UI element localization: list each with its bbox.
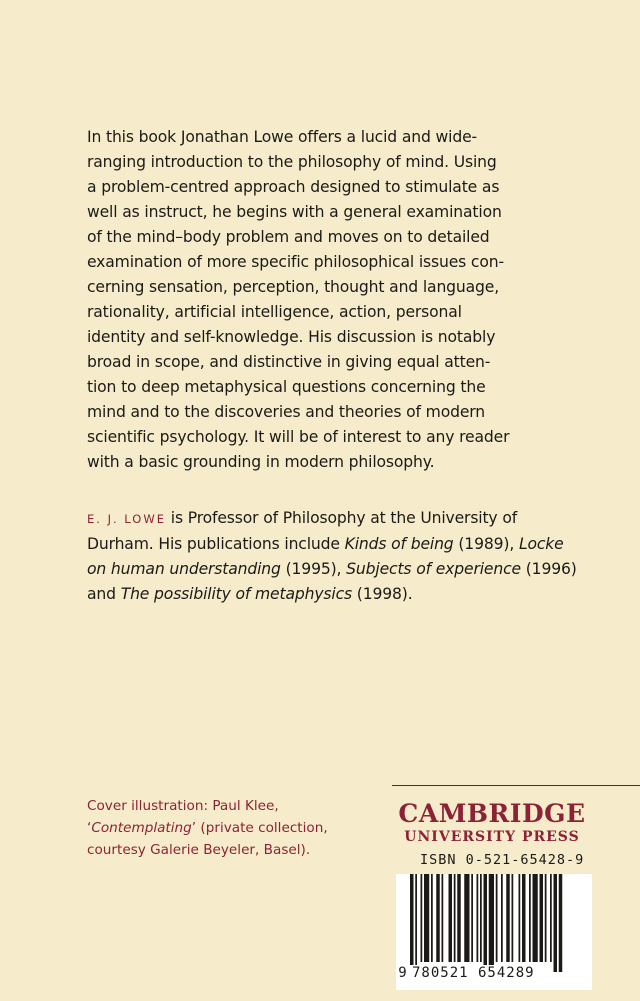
barcode-bar	[457, 874, 461, 962]
barcode-bar	[442, 874, 444, 962]
publisher-logo	[392, 800, 592, 846]
barcode-bar	[512, 874, 514, 962]
barcode-bar	[550, 874, 552, 962]
isbn-label: ISBN 0-521-65428-9	[420, 852, 585, 868]
book-description: In this book Jonathan Lowe offers a lucid and wide- ranging introduction to the philosophy of mind. Using a problem-centred approach designed to stimulate as well as instruct, he begins with a general examination of the mind–body problem and moves on to detailed examination of more specific philosophical issues con- cerning sensation, perception, thought and language, rationality, artificial intelligence, action, personal identity and self-knowledge. His discussion is notably broad in scope, and distinctive in giving equal atten- tion to deep metaphysical questions concerning the mind and to the discoveries and theories of modern scientific psychology. It will be of interest to any reader with a basic grounding in modern philosophy.	[87, 128, 510, 471]
author-bio	[87, 506, 587, 607]
barcode-bar	[529, 874, 531, 962]
barcode-number	[396, 965, 592, 981]
book-year: (1996) and	[87, 560, 577, 603]
barcode-bar	[554, 874, 558, 972]
barcode-bar	[424, 874, 429, 962]
artwork-title: Contemplating	[91, 820, 192, 836]
cover-credit	[87, 795, 367, 861]
barcode-bar	[477, 874, 479, 962]
barcode-bar	[471, 874, 473, 962]
barcode-bar	[480, 874, 482, 962]
barcode-bar	[540, 874, 544, 962]
barcode-bar	[559, 874, 563, 972]
book-title: Locke on human understanding	[87, 535, 564, 578]
book-year: (1995),	[280, 560, 347, 578]
credit-line-3: courtesy Galerie Beyeler, Basel).	[87, 842, 311, 858]
credit-line-1: Cover illustration: Paul Klee,	[87, 798, 279, 814]
barcode-bar	[501, 874, 503, 962]
barcode-bar	[484, 874, 488, 972]
publisher-name: CAMBRIDGE	[398, 799, 586, 828]
barcode-bar	[431, 874, 433, 962]
barcode-bar	[415, 874, 417, 972]
barcode-bar	[464, 874, 469, 962]
bio-text: is Professor of Philosophy at the University of Durham. His publications include	[87, 509, 518, 553]
barcode-bar	[545, 874, 547, 962]
barcode-bar	[449, 874, 453, 962]
book-year: (1998).	[351, 585, 413, 603]
barcode-bar	[519, 874, 521, 962]
book-title: The possibility of metaphysics	[120, 585, 352, 603]
barcode-bar	[421, 874, 423, 962]
book-title: Kinds of being	[344, 535, 454, 553]
author-name: E. J. LOWE	[87, 512, 166, 526]
barcode-bar	[506, 874, 510, 962]
credit-line-2-rest: ’ (private collection,	[191, 820, 328, 836]
barcode-bar	[522, 874, 526, 962]
barcode-bar	[410, 874, 414, 972]
credit-quote-open: ‘	[87, 820, 92, 836]
barcode-bar	[489, 874, 494, 972]
barcode	[396, 874, 592, 990]
barcode-bar	[496, 874, 498, 962]
barcode-digits: 780521 654289	[412, 965, 535, 981]
barcode-bars	[406, 874, 588, 972]
barcode-bar	[436, 874, 440, 962]
book-year: (1989),	[453, 535, 519, 553]
barcode-first-digit: 9	[398, 965, 408, 981]
barcode-bar	[533, 874, 538, 962]
publisher-subname: UNIVERSITY PRESS	[404, 829, 580, 845]
book-title: Subjects of experience	[346, 560, 521, 578]
publisher-block	[392, 785, 640, 1001]
barcode-bar	[454, 874, 456, 962]
